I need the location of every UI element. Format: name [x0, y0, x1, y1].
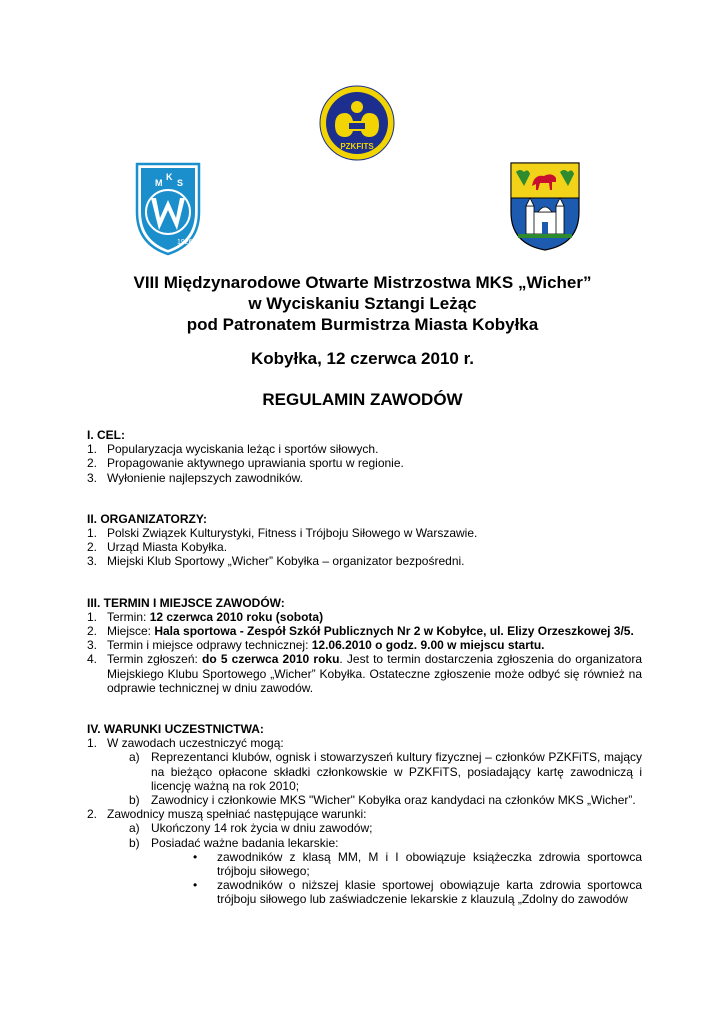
mks-letter-k: K [166, 172, 173, 182]
list-item [87, 638, 642, 652]
item-text: W zawodach uczestniczyć mogą: [107, 736, 284, 751]
list-item [87, 807, 642, 821]
item-value: do 5 czerwca 2010 roku [202, 652, 340, 667]
item-text: Wyłonienie najlepszych zawodników. [107, 470, 303, 485]
mks-wicher-logo [133, 160, 203, 256]
item-number: 2. [87, 540, 98, 555]
item-number: 4. [87, 652, 98, 667]
item-number: 1. [87, 609, 98, 624]
sub-item-label: a) [129, 821, 140, 836]
date-line [0, 348, 725, 369]
item-number: 1. [87, 526, 98, 541]
item-number: 3. [87, 470, 98, 485]
bullet-item [193, 878, 642, 906]
bullet-text: zawodników o niższej klasie sportowej obowiązuje karta zdrowia sportowca trójboju siłowego lub zaświadczenie lekarskie z klauzulą „Zdolny do zawodów [217, 878, 642, 907]
sub-item [129, 793, 642, 807]
regulations-text: REGULAMIN ZAWODÓW [262, 390, 463, 409]
title-line-2: w Wyciskaniu Sztangi Leżąc [248, 294, 477, 313]
document-body [87, 428, 642, 907]
item-text [107, 610, 642, 624]
bullet-icon: • [193, 878, 198, 893]
sub-item-label: a) [129, 750, 140, 765]
item-rest: . Jest to termin dostarczenia zgłoszenia do organizatora Miejskiego Klubu Sportowego „Wicher” Kobyłka. Ostateczne zgłoszenie może odbyć się również na odprawie technicznej w dniu zawodów. [107, 652, 643, 695]
item-number: 3. [87, 638, 98, 653]
list-item [87, 540, 642, 554]
bullet-text: zawodników z klasą MM, M i I obowiązuje książeczka zdrowia sportowca trójboju siłowego; [217, 849, 642, 879]
mks-letter-s: S [177, 178, 184, 188]
sub-item-text: Posiadać ważne badania lekarskie: [151, 835, 339, 850]
list-item [87, 610, 642, 624]
item-label: Termin i miejsce odprawy technicznej: [107, 638, 312, 653]
pzkfits-logo-text: PZKFITS [340, 142, 374, 151]
regulations-heading [0, 389, 725, 410]
sub-item-text: Zawodnicy i członkowie MKS "Wicher" Kobyłka oraz kandydaci na członków MKS „Wicher”. [151, 793, 636, 808]
list-item [87, 471, 642, 485]
item-text: Urząd Miasta Kobyłka. [107, 540, 228, 555]
item-number: 1. [87, 442, 98, 457]
list-item [87, 526, 642, 540]
item-number: 2. [87, 456, 98, 471]
bullet-icon: • [193, 849, 198, 864]
list-item [87, 652, 642, 695]
title-line-3: pod Patronatem Burmistrza Miasta Kobyłka [186, 315, 539, 334]
kobylka-coat-of-arms [508, 160, 582, 252]
list-item [87, 456, 642, 470]
item-text: Miejski Klub Sportowy „Wicher” Kobyłka – organizator bezpośredni. [107, 554, 465, 569]
sub-item-label: b) [129, 835, 140, 850]
title-line-1: VIII Międzynarodowe Otwarte Mistrzostwa MKS „Wicher” [133, 273, 592, 292]
sub-item-text: Ukończony 14 rok życia w dniu zawodów; [151, 821, 373, 836]
section-heading-organizatorzy: II. ORGANIZATORZY: [87, 511, 207, 526]
item-text: Zawodnicy muszą spełniać następujące warunki: [107, 807, 367, 822]
item-label: Termin zgłoszeń: [107, 652, 203, 667]
mks-letter-m: M [155, 178, 163, 188]
item-number: 1. [87, 736, 98, 751]
list-item [87, 442, 642, 456]
sub-item-label: b) [129, 793, 140, 808]
sub-item-text: Reprezentanci klubów, ognisk i stowarzyszeń kultury fizycznej – członków PZKFiTS, mający na bieżąco opłacone składki członkowskie w PZKFiTS, posiadający kartę zawodniczą i licencję ważną na rok 2010; [151, 750, 642, 793]
item-text [107, 652, 642, 695]
title-block [0, 272, 725, 335]
item-number: 2. [87, 624, 98, 639]
sub-item [129, 821, 642, 835]
section-heading-warunki: IV. WARUNKI UCZESTNICTWA: [87, 722, 264, 737]
list-item [87, 554, 642, 568]
item-number: 3. [87, 554, 98, 569]
list-item [87, 624, 642, 638]
sub-item [129, 836, 642, 850]
item-text: Polski Związek Kulturystyki, Fitness i Trójboju Siłowego w Warszawie. [107, 526, 478, 541]
item-value: 12 czerwca 2010 roku (sobota) [149, 609, 324, 624]
item-text: Popularyzacja wyciskania leżąc i sportów siłowych. [107, 442, 379, 457]
section-heading-termin: III. TERMIN I MIEJSCE ZAWODÓW: [87, 595, 285, 610]
sub-item [129, 750, 642, 793]
item-number: 2. [87, 807, 98, 822]
bullet-item [193, 850, 642, 878]
section-heading-cel: I. CEL: [87, 428, 125, 442]
mks-year: 1926 [177, 239, 193, 246]
list-item [87, 736, 642, 750]
item-text [107, 638, 642, 652]
item-label: Termin: [107, 609, 150, 624]
item-text [107, 624, 642, 638]
date-text: Kobyłka, 12 czerwca 2010 r. [250, 349, 475, 368]
item-text: Propagowanie aktywnego uprawiania sportu w regionie. [107, 456, 404, 471]
item-value: 12.06.2010 o godz. 9.00 w miejscu startu. [311, 638, 545, 653]
item-label: Miejsce: [107, 624, 155, 639]
pzkfits-logo [319, 85, 395, 161]
item-value: Hala sportowa - Zespół Szkół Publicznych Nr 2 w Kobyłce, ul. Elizy Orzeszkowej 3/5. [154, 624, 634, 639]
